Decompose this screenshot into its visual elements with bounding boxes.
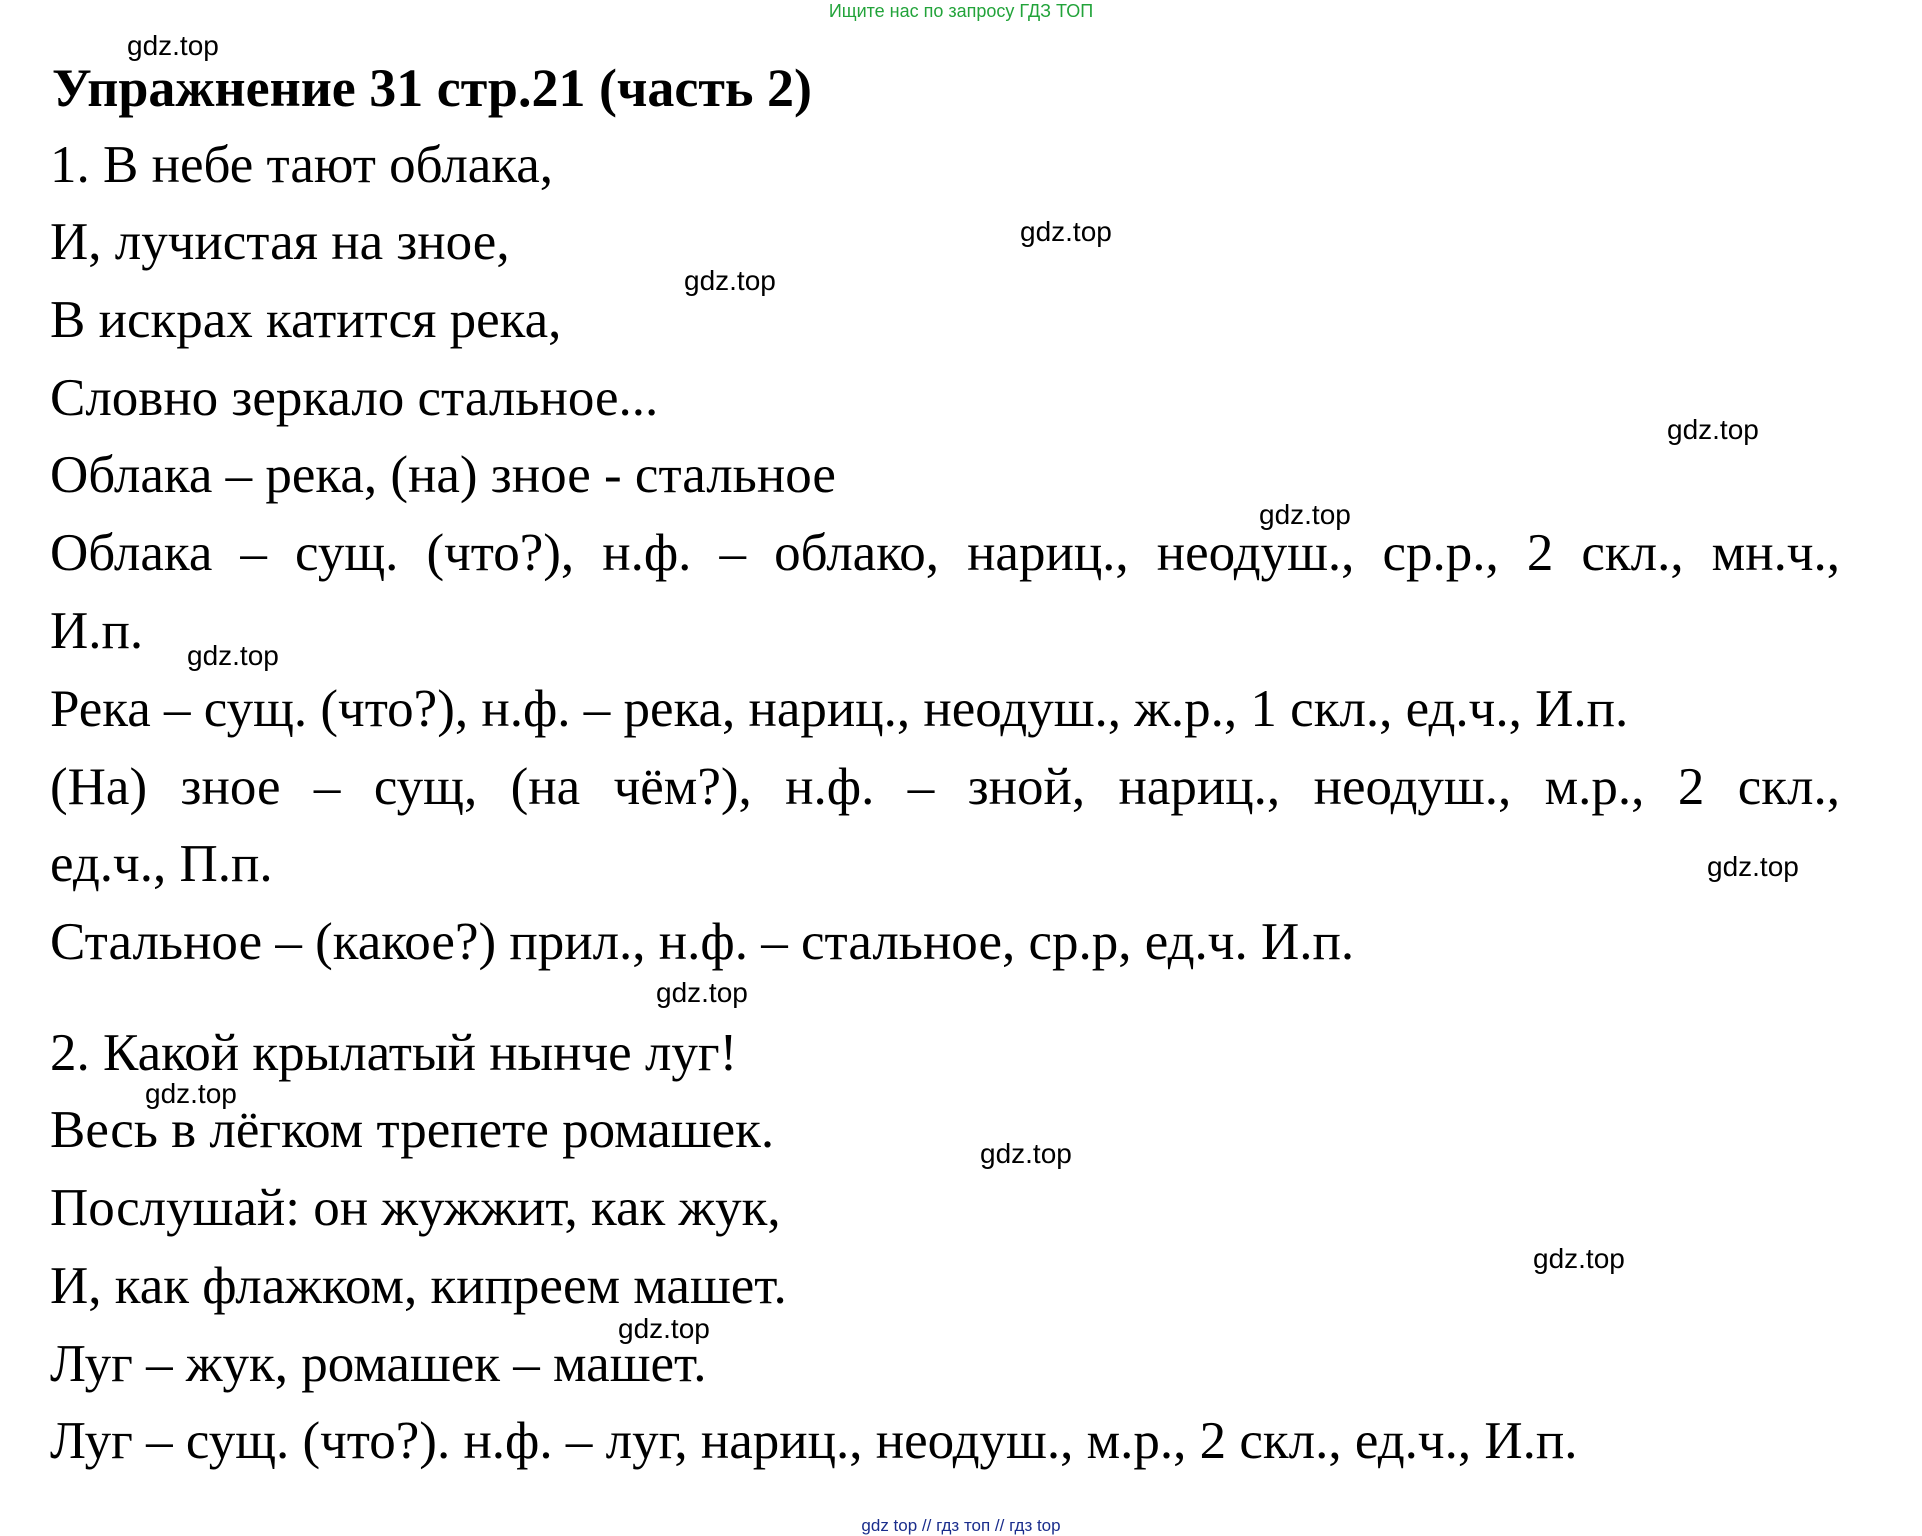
analysis-lug: Луг – сущ. (что?). н.ф. – луг, нариц., неодуш., м.р., 2 скл., ед.ч., И.п. — [50, 1412, 1578, 1470]
watermark: gdz.top — [1020, 216, 1112, 247]
watermark: gdz.top — [1259, 499, 1351, 530]
poem1-rhymes: Облака – река, (на) зное - стальное — [50, 446, 836, 504]
poem1-line-2: И, лучистая на зное, — [50, 213, 510, 271]
top-search-banner: Ищите нас по запросу ГДЗ ТОП — [828, 1, 1094, 21]
analysis-oblaka: Облака – сущ. (что?), н.ф. – облако, нариц., неодуш., ср.р., 2 скл., мн.ч., — [50, 524, 1840, 582]
analysis-reka: Река – сущ. (что?), н.ф. – река, нариц., неодуш., ж.р., 1 скл., ед.ч., И.п. — [50, 680, 1629, 738]
watermark: gdz.top — [618, 1313, 710, 1344]
poem2-line-2: Весь в лёгком трепете ромашек. — [50, 1101, 775, 1159]
analysis-znoe: (На) зное – сущ, (на чём?), н.ф. – зной, нариц., неодуш., м.р., 2 скл., — [50, 758, 1840, 816]
poem1-line-4: Словно зеркало стальное... — [50, 369, 659, 427]
analysis-stalnoe: Стальное – (какое?) прил., н.ф. – стальное, ср.р, ед.ч. И.п. — [50, 913, 1355, 971]
watermark: gdz.top — [1667, 414, 1759, 445]
exercise-title: Упражнение 31 стр.21 (часть 2) — [52, 58, 812, 118]
watermark: gdz.top — [1707, 851, 1799, 882]
bottom-footer-banner: gdz top // гдз топ // гдз top — [861, 1516, 1061, 1535]
analysis-oblaka-cont: И.п. — [50, 602, 144, 660]
poem2-line-4: И, как флажком, кипреем машет. — [50, 1257, 787, 1315]
poem2-line-3: Послушай: он жужжит, как жук, — [50, 1179, 781, 1237]
analysis-znoe-cont: ед.ч., П.п. — [50, 835, 273, 893]
watermark: gdz.top — [980, 1138, 1072, 1169]
watermark: gdz.top — [127, 30, 219, 61]
watermark: gdz.top — [656, 977, 748, 1008]
watermark: gdz.top — [145, 1078, 237, 1109]
poem1-line-1: 1. В небе тают облака, — [50, 136, 554, 194]
watermark: gdz.top — [684, 265, 776, 296]
watermark: gdz.top — [187, 640, 279, 671]
poem2-rhymes: Луг – жук, ромашек – машет. — [50, 1335, 707, 1393]
poem1-line-3: В искрах катится река, — [50, 291, 562, 349]
poem2-line-1: 2. Какой крылатый нынче луг! — [50, 1024, 738, 1082]
watermark: gdz.top — [1533, 1243, 1625, 1274]
